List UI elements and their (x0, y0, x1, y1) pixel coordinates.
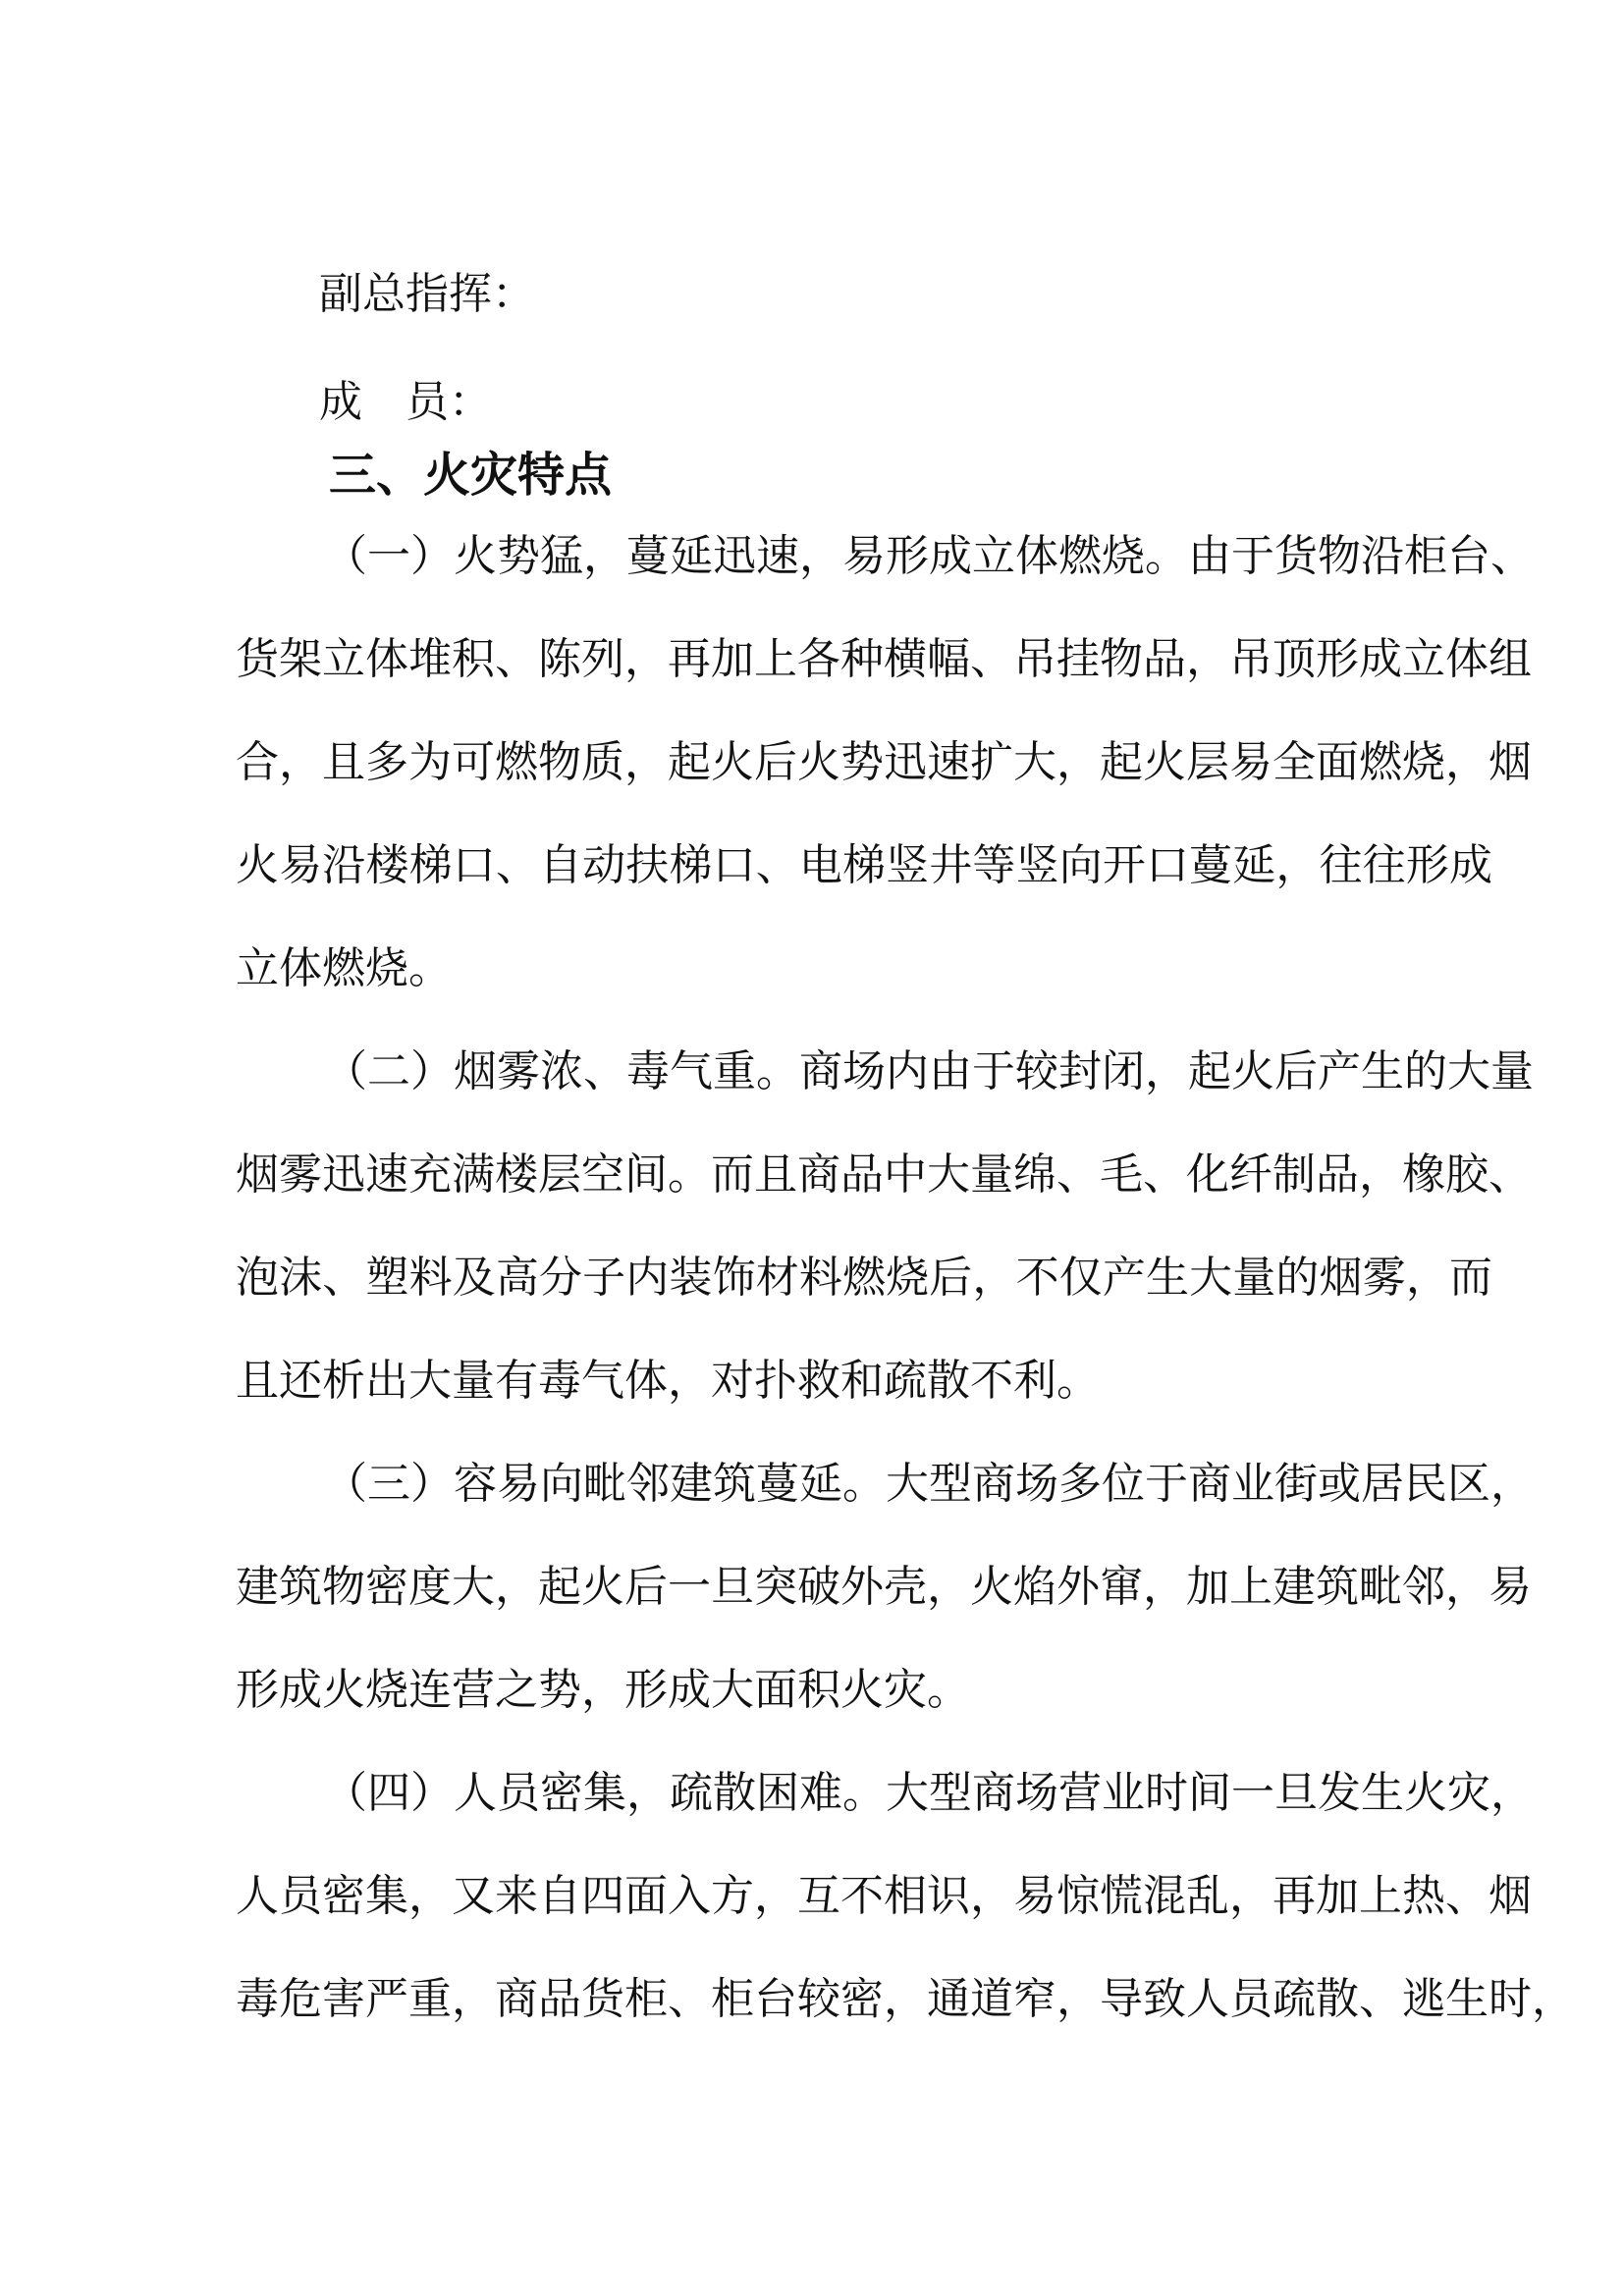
paragraph-line: 立体燃烧。 (236, 943, 452, 993)
paragraph-line: （四）人员密集，疏散困难。大型商场营业时间一旦发生火灾， (324, 1768, 1534, 1818)
paragraph-line: 形成火烧连营之势，形成大面积火灾。 (236, 1665, 970, 1715)
paragraph-line: 合，且多为可燃物质，起火后火势迅速扩大，起火层易全面燃烧，烟 (236, 737, 1532, 787)
paragraph-line: 泡沫、塑料及高分子内装饰材料燃烧后，不仅产生大量的烟雾，而 (236, 1253, 1492, 1303)
members-label: 成 员： (319, 377, 492, 427)
paragraph-line: （二）烟雾浓、毒气重。商场内由于较封闭，起火后产生的大量 (324, 1046, 1534, 1096)
paragraph-line: 货架立体堆积、陈列，再加上各种横幅、吊挂物品，吊顶形成立体组 (236, 634, 1532, 684)
paragraph-line: 且还析出大量有毒气体，对扑救和疏散不利。 (236, 1356, 1100, 1406)
deputy-commander-label: 副总指挥： (319, 269, 535, 319)
section-heading: 三、火灾特点 (329, 448, 613, 503)
paragraph-line: 烟雾迅速充满楼层空间。而且商品中大量绵、毛、化纤制品，橡胶、 (236, 1149, 1532, 1200)
paragraph-line: 人员密集，又来自四面入方，互不相识，易惊慌混乱，再加上热、烟 (236, 1871, 1532, 1921)
paragraph-line: （一）火势猛，蔓延迅速，易形成立体燃烧。由于货物沿柜台、 (324, 531, 1534, 581)
paragraph-line: （三）容易向毗邻建筑蔓延。大型商场多位于商业街或居民区， (324, 1459, 1534, 1509)
paragraph-line: 建筑物密度大，起火后一旦突破外壳，火焰外窜，加上建筑毗邻，易 (236, 1562, 1532, 1612)
paragraph-line: 毒危害严重，商品货柜、柜台较密，通道窄，导致人员疏散、逃生时， (236, 1974, 1575, 2024)
paragraph-line: 火易沿楼梯口、自动扶梯口、电梯竖井等竖向开口蔓延，往往形成 (236, 840, 1492, 890)
